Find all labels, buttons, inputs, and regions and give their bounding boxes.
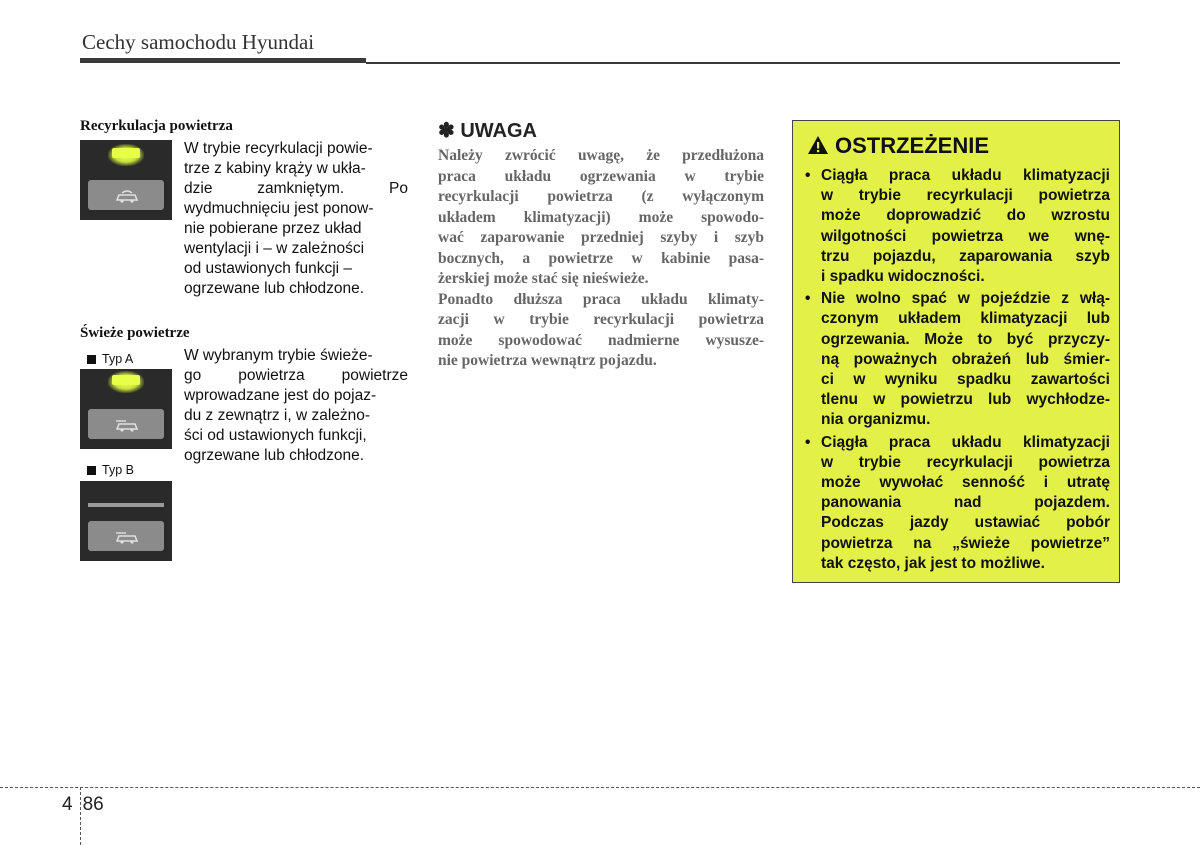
type-a-label: Typ A [87, 352, 133, 366]
warning-item: • Ciągła praca układu klimatyzacji w trybie recyrkulacji powietrza może doprowadzić do wzrostu wilgotności powietrza we wnę- trzu pojazdu, zaparowania szyb i spadku widoczności. [805, 167, 1110, 286]
indicator-lamp-icon [112, 375, 140, 385]
page-number: 4 86 [62, 794, 104, 815]
recirculation-title: Recyrkulacja powietrza [80, 118, 233, 134]
note-section [438, 118, 764, 372]
warning-triangle-icon [807, 135, 829, 155]
warning-item: • Ciągła praca układu klimatyzacji w trybie recyrkulacji powietrza może wywołać senność i utratę panowania nad pojazdem. Podczas jazdy ustawiać pobór powietrza na „świeże powietrze” tak często, jak jest to możliwe. [805, 433, 1110, 572]
note-title: ✽ UWAGA [438, 120, 537, 142]
header-title: Cechy samochodu Hyundai [82, 30, 315, 54]
footer-rule [0, 787, 1200, 788]
type-b-label: Typ B [87, 463, 134, 477]
warning-list [805, 166, 1110, 574]
fresh-air-description: W wybranym trybie świeże- go powietrza powietrze wprowadzane jest do pojaz- du z zewnątrz i, w zależno- ści od ustawionych funkcji, ogrzewane lub chłodzone. [184, 347, 408, 464]
fresh-air-car-icon [114, 419, 140, 433]
type-b-button-image [80, 481, 172, 561]
note-text: Należy zwrócić uwagę, że przedłużona praca układu ogrzewania w trybie recyrkulacji powietrza (z wyłączonym układem klimatyzacji) może spowodo- wać zaparowanie przedniej szyby i szyb bocznych, a powietrze w kabinie pasa- żerskiej może stać się nieświeże. Ponadto dłuższa praca układu klimaty- zacji w trybie recyrkulacji powietrza może spowodować nadmierne wysusze- nie powietrza wewnątrz pojazdu. [438, 147, 764, 369]
fresh-air-title: Świeże powietrze [80, 325, 190, 341]
recirculation-car-icon [114, 190, 140, 204]
header-rule [366, 62, 1120, 64]
recirculation-button-image [80, 140, 172, 220]
warning-title: OSTRZEŻENIE [807, 133, 989, 159]
square-bullet-icon [87, 355, 96, 364]
warning-item: • Nie wolno spać w pojeździe z włą- czonym układem klimatyzacji lub ogrzewania. Może to być przyczy- ną poważnych obrażeń lub śmier- ci w wyniku spadku zawartości tlenu w powietrzu lub wychłodze- nia organizmu. [805, 290, 1110, 429]
warning-box [792, 120, 1120, 583]
fresh-air-car-icon [114, 531, 140, 545]
asterisk-icon: ✽ [438, 120, 455, 142]
indicator-bar-icon [88, 503, 164, 507]
type-a-button-image [80, 369, 172, 449]
indicator-lamp-icon [112, 148, 140, 158]
square-bullet-icon [87, 466, 96, 475]
recirculation-description: W trybie recyrkulacji powie- trze z kabiny krąży w ukła- dzie zamkniętym. Po wydmuchnięciu jest ponow- nie pobierane przez układ wentylacji i – w zależności od ustawionych funkcji – ogrzewane lub chłodzone. [184, 140, 408, 297]
header-bar [80, 58, 366, 63]
